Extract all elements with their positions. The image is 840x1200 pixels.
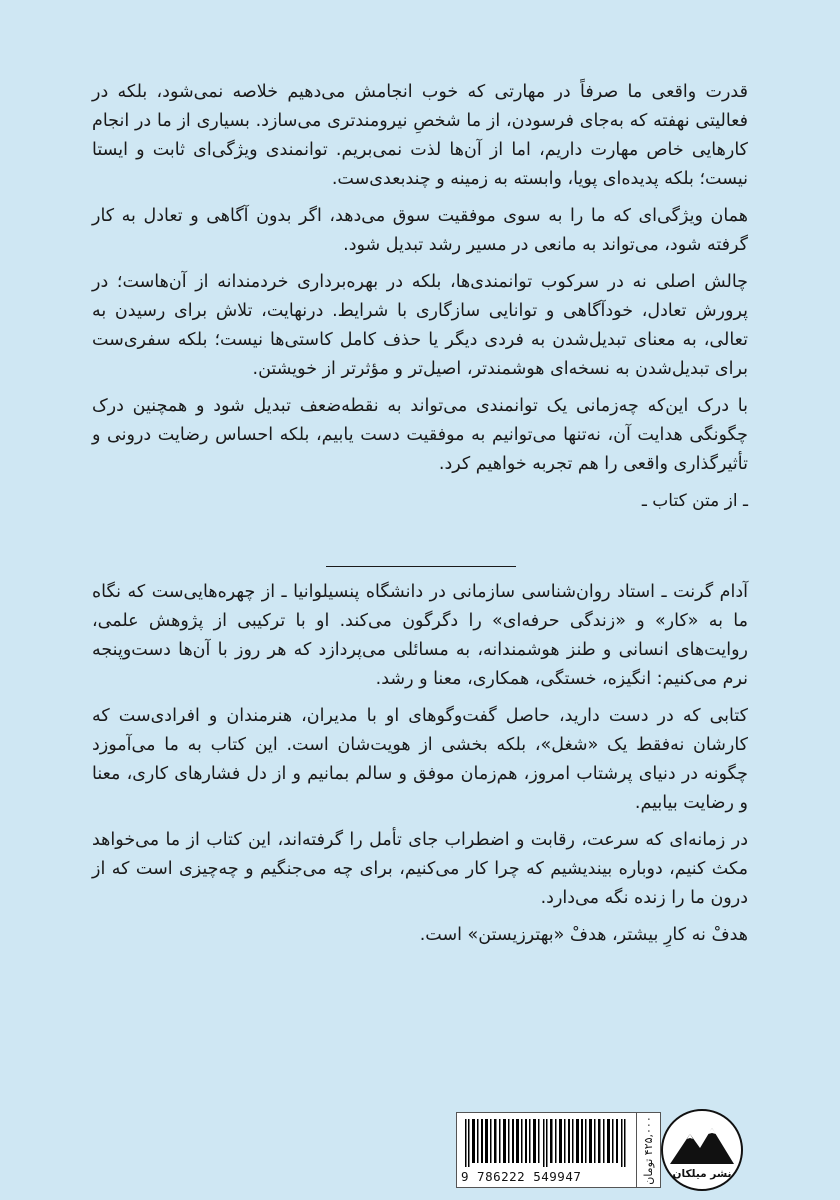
barcode-bars-icon xyxy=(463,1119,633,1167)
excerpt-paragraph: همان ویژگی‌ای که ما را به سوی موفقیت سوق می‌دهد، اگر بدون آگاهی و تعادل به کار گرفته شود، می‌تواند به مانعی در مسیر رشد تبدیل شود. xyxy=(92,206,748,255)
price-label: ۴۲۵,۰۰۰ تومان xyxy=(642,1115,656,1185)
price-strip xyxy=(636,1113,660,1187)
book-description xyxy=(92,578,748,958)
excerpt-source-note: ـ از متن کتاب ـ xyxy=(641,491,748,511)
excerpt-paragraph: چالش اصلی نه در سرکوب توانمندی‌ها، بلکه در بهره‌برداری خردمندانه از آن‌هاست؛ در پرورش تعادل، خودآگاهی و توانایی سازگاری با شرایط. درنهایت، تلاش برای رسیدن به تعالی، به معنای تبدیل‌شدن به فردی دیگر یا حذف کامل کاستی‌ها نیست؛ بلکه سفری‌ست برای تبدیل‌شدن به نسخه‌ای هوشمندتر، اصیل‌تر و مؤثرتر از خویشتن. xyxy=(92,272,748,379)
description-paragraph: کتابی که در دست دارید، حاصل گفت‌وگوهای او با مدیران، هنرمندان و افرادی‌ست که کارشان نه‌فقط یک «شغل»، بلکه بخشی از هویت‌شان است. این کتاب به ما می‌آموزد چگونه در دنیای پرشتاب امروز، هم‌زمان موفق و سالم بمانیم و از دل فشارهای کاری، معنا و رضایت بیابیم. xyxy=(92,706,748,813)
excerpt-paragraph: قدرت واقعی ما صرفاً در مهارتی که خوب انجامش می‌دهیم خلاصه نمی‌شود، بلکه در فعالیتی نهفته که به‌جای فرسودن، از ما شخصِ نیرومندتری می‌سازد. بسیاری از ما در انجام کارهایی خاص مهارت داریم، اما از آن‌ها لذت نمی‌بریم. توانمندی ویژگی‌ای ثابت و ایستا نیست؛ بلکه پدیده‌ای پویا، وابسته به زمینه و چندبعدی‌ست. xyxy=(92,82,748,189)
description-tagline: هدفْ نه کارِ بیشتر، هدفْ «بهترزیستن» است. xyxy=(419,925,748,945)
excerpt-paragraph: با درک این‌که چه‌زمانی یک توانمندی می‌تواند به نقطه‌ضعف تبدیل شود و همچنین درک چگونگی هدایت آن، نه‌تنها می‌توانیم به موفقیت دست یابیم، بلکه احساس رضایت درونی و تأثیرگذاری واقعی را هم تجربه خواهیم کرد. xyxy=(92,396,748,474)
section-divider xyxy=(326,566,516,567)
publisher-name: نشر میلکان xyxy=(672,1168,732,1180)
book-excerpt xyxy=(92,78,748,516)
isbn-barcode xyxy=(456,1112,661,1188)
isbn-digits: 9 786222 549947 xyxy=(461,1169,582,1184)
publisher-logo xyxy=(660,1108,744,1192)
description-paragraph: در زمانه‌ای که سرعت، رقابت و اضطراب جای تأمل را گرفته‌اند، این کتاب از ما می‌خواهد مکث کنیم، دوباره بیندیشیم که چرا کار می‌کنیم، برای چه می‌جنگیم و چه‌چیزی است که از درون ما را زنده نگه می‌دارد. xyxy=(92,830,748,908)
description-paragraph: آدام گرنت ـ استاد روان‌شناسی سازمانی در دانشگاه پنسیلوانیا ـ از چهره‌هایی‌ست که نگاه ما به «کار» و «زندگی حرفه‌ای» را دگرگون می‌کند. او با ترکیبی از پژوهش علمی، روایت‌های انسانی و طنز هوشمندانه، به مسائلی می‌پردازد که هر روز با آن‌ها دست‌وپنجه نرم می‌کنیم: انگیزه، خستگی، همکاری، معنا و رشد. xyxy=(92,582,748,689)
